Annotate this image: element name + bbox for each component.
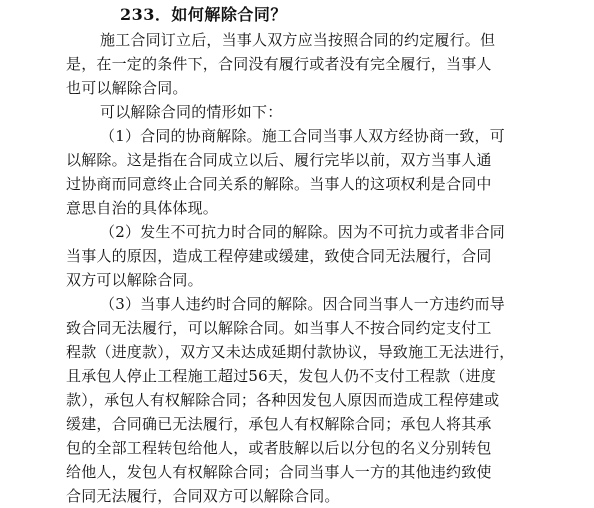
paragraph-line: 过协商而同意终止合同关系的解除。当事人的这项权利是合同中 <box>66 175 492 193</box>
paragraph-line: 施工合同订立后，当事人双方应当按照合同的约定履行。但 <box>100 31 496 49</box>
paragraph-line: （1）合同的协商解除。施工合同当事人双方经协商一致，可 <box>100 127 505 145</box>
paragraph-line: 包的全部工程转包给他人，或者肢解以后以分包的名义分别转包 <box>66 439 492 457</box>
paragraph-line: 以解除。这是指在合同成立以后、履行完毕以前，双方当事人通 <box>66 151 492 169</box>
paragraph-line: 也可以解除合同。 <box>66 79 188 97</box>
paragraph-line: （3）当事人违约时合同的解除。因合同当事人一方违约而导 <box>100 295 505 313</box>
paragraph-line: 合同无法履行，合同双方可以解除合同。 <box>66 487 340 505</box>
paragraph-line: 致合同无法履行，可以解除合同。如当事人不按合同约定支付工 <box>66 319 492 337</box>
paragraph-line: 且承包人停止工程施工超过56天，发包人仍不支付工程款（进度 <box>66 367 496 385</box>
paragraph-line: 可以解除合同的情形如下： <box>100 103 283 121</box>
section-title: 233．如何解除合同？ <box>120 5 287 24</box>
paragraph-line: 是，在一定的条件下，合同没有履行或者没有完全履行，当事人 <box>66 55 492 73</box>
paragraph-line: （2）发生不可抗力时合同的解除。因为不可抗力或者非合同 <box>100 223 505 241</box>
paragraph-line: 当事人的原因，造成工程停建或缓建，致使合同无法履行，合同 <box>66 247 492 265</box>
paragraph-line: 意思自治的具体体现。 <box>66 199 219 217</box>
paragraph-line: 程款（进度款），双方又未达成延期付款协议，导致施工无法进行， <box>66 343 515 361</box>
paragraph-line: 缓建，合同确已无法履行，承包人有权解除合同；承包人将其承 <box>66 415 492 433</box>
paragraph-line: 款），承包人有权解除合同；各种因发包人原因而造成工程停建或 <box>66 391 500 409</box>
paragraph-line: 双方可以解除合同。 <box>66 271 203 289</box>
paragraph-line: 给他人，发包人有权解除合同；合同当事人一方的其他违约致使 <box>66 463 492 481</box>
